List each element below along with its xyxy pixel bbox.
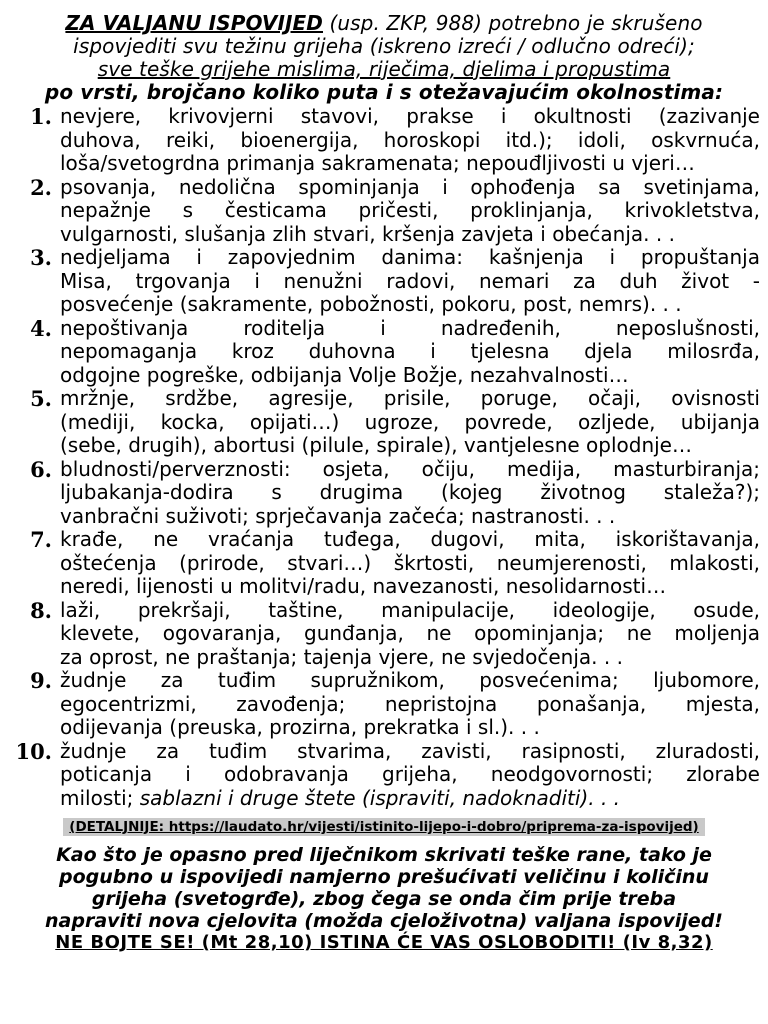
document-page (8, 12, 760, 954)
item-line: nepažnje s česticama pričesti, proklinjanja, krivokletstva, (60, 198, 760, 222)
intro-line-2: ispovjediti svu težinu grijeha (iskreno izreći / odlučno odreći); (73, 34, 695, 58)
item-number: 4. (30, 315, 52, 341)
details-link[interactable]: (DETALJNIJE: https://laudato.hr/vijesti/istinito-lijepo-i-dobro/priprema-za-ispovijed) (63, 818, 704, 836)
intro-heading: ZA VALJANU ISPOVIJED (65, 11, 323, 35)
list-item (8, 740, 760, 811)
item-line: psovanja, nedolična spominjanja i ophođenja sa svetinjama, (60, 174, 760, 199)
item-number: 3. (30, 245, 52, 270)
item-line: Misa, trgovanja i nenužni radovi, nemari za duh život - (60, 268, 760, 293)
item-number: 9. (30, 668, 52, 693)
intro-line-1-rest: (usp. ZKP, 988) potrebno je skrušeno (323, 11, 703, 35)
list-item (8, 105, 760, 176)
item-last-italic: sablazni i druge štete (ispraviti, nadoknaditi). . . (139, 785, 621, 810)
item-line: krađe, ne vraćanja tuđega, dugovi, mita, iskorištavanja, (60, 527, 760, 551)
item-line: mržnje, srdžbe, agresije, prisile, poruge, očaji, ovisnosti (60, 386, 760, 410)
item-line: nepomaganja kroz duhovna i tjelesna djela milosrđa, (60, 339, 760, 363)
item-last-plain: milosti; (60, 785, 140, 810)
item-line: vanbračni suživoti; sprječavanja začeća; nastranosti. . . (60, 503, 616, 528)
list-item (8, 669, 760, 740)
closing-line: Kao što je opasno pred liječnikom skrivati teške rane, tako je (56, 844, 712, 866)
list-item (8, 176, 760, 247)
list-item (8, 246, 760, 317)
item-number: 10. (15, 738, 52, 764)
closing-paragraph (8, 844, 760, 932)
list-item (8, 317, 760, 388)
item-line: odgojne pogreške, odbijanja Volje Božje, nezahvalnosti… (60, 362, 629, 387)
item-number: 7. (30, 527, 52, 552)
final-exhortation: NE BOJTE SE! (Mt 28,10) ISTINA ĆE VAS OSLOBODITI! (Iv 8,32) (55, 932, 713, 953)
item-line-final (60, 787, 760, 811)
item-line: odijevanja (preuska, prozirna, prekratka i sl.). . . (60, 715, 540, 739)
list-item (8, 599, 760, 670)
item-number: 5. (30, 386, 52, 411)
item-line: vulgarnosti, slušanja zlih stvari, kršenja zavjeta i obećanja. . . (60, 221, 675, 246)
item-line: za oprost, ne praštanja; tajenja vjere, ne svjedočenja. . . (60, 644, 623, 669)
item-line: žudnje za tuđim stvarima, zavisti, rasipnosti, zluradosti, (60, 738, 760, 763)
item-line: ljubakanja-dodira s drugima (kojeg životnog staleža?); (60, 480, 760, 504)
item-line: oštećenja (prirode, stvari…) škrtosti, neumjerenosti, mlakosti, (60, 550, 760, 575)
item-line: egocentrizmi, zavođenja; nepristojna ponašanja, mjesta, (60, 691, 760, 716)
item-number: 6. (30, 456, 52, 482)
item-line: loša/svetogrdna primanja sakramenata; nepouđljivosti u vjeri… (60, 151, 695, 175)
item-line: (sebe, drugih), abortusi (pilule, spirale), vantjelesne oplodnje… (60, 433, 692, 457)
list-item (8, 458, 760, 529)
closing-line: napraviti nova cjelovita (možda cjeloživotna) valjana ispovijed! (45, 910, 723, 932)
intro-line-1 (8, 12, 760, 35)
details-link-row (8, 816, 760, 836)
item-line: nedjeljama i zapovjednim danima: kašnjenja i propuštanja (60, 245, 760, 269)
intro-line-4: po vrsti, brojčano koliko puta i s otežavajućim okolnostima: (44, 80, 724, 104)
item-line: bludnosti/perverznosti: osjeta, očiju, medija, masturbiranja; (60, 456, 760, 481)
item-line: neredi, lijenosti u molitvi/radu, navezanosti, nesolidarnosti… (60, 574, 667, 598)
item-line: nevjere, krivovjerni stavovi, prakse i okultnosti (zazivanje (60, 104, 760, 128)
item-line: klevete, ogovaranja, gunđanja, ne opominjanja; ne moljenja (60, 621, 760, 645)
item-number: 8. (30, 597, 52, 623)
list-item (8, 528, 760, 599)
item-line: nepoštivanja roditelja i nadređenih, neposlušnosti, (60, 315, 760, 340)
intro-paragraph (8, 12, 760, 104)
list-item (8, 387, 760, 458)
item-line: (mediji, kocka, opijati…) ugroze, povrede, ozljede, ubijanja (60, 409, 760, 434)
item-line: duhova, reiki, bioenergija, horoskopi itd.); idoli, oskvrnuća, (60, 127, 760, 152)
closing-line: pogubno u ispovijedi namjerno prešućivati veličinu i količinu (59, 866, 709, 888)
item-number: 1. (30, 104, 52, 129)
intro-line-3: sve teške grijehe mislima, riječima, djelima i propustima (97, 57, 671, 81)
item-line: posvećenje (sakramente, pobožnosti, pokoru, post, nemrs). . . (60, 292, 682, 316)
item-number: 2. (30, 174, 52, 200)
item-line: žudnje za tuđim supružnikom, posvećenima; ljubomore, (60, 668, 760, 692)
item-line: laži, prekršaji, taštine, manipulacije, ideologije, osude, (60, 597, 760, 622)
closing-line: grijeha (svetogrđe), zbog čega se onda čim prije treba (91, 888, 677, 910)
sin-list (8, 105, 760, 810)
item-line: poticanja i odobravanja grijeha, neodgovornosti; zlorabe (60, 762, 760, 786)
